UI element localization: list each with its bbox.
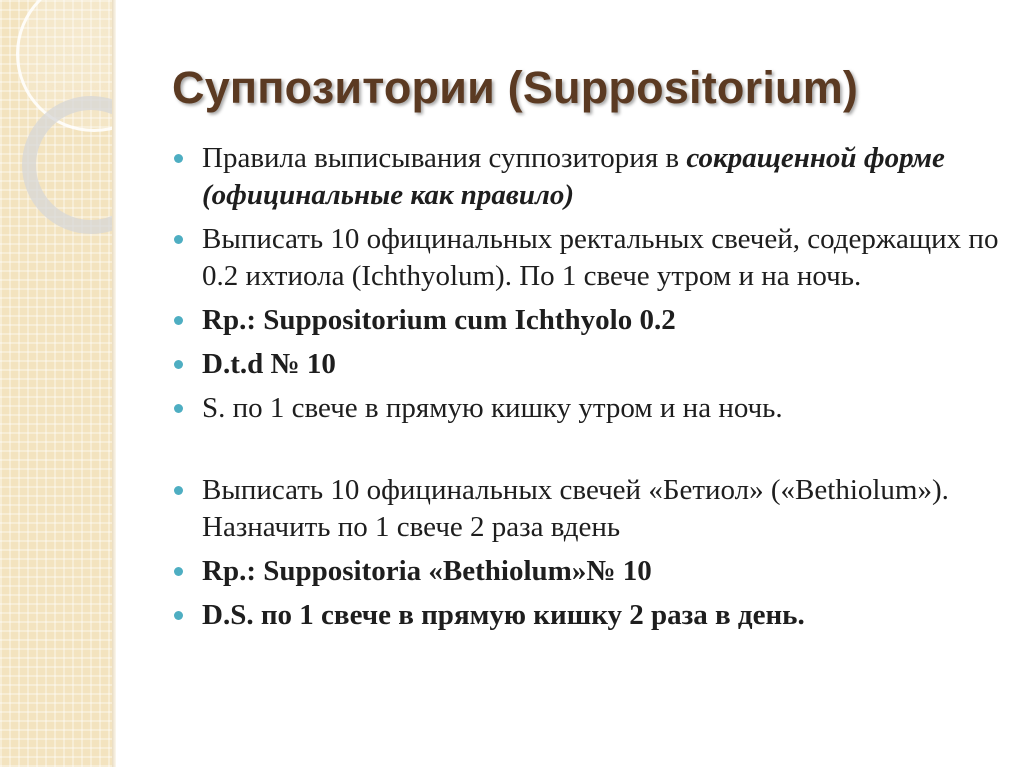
list-item-text: S. по 1 свече в прямую кишку утром и на ночь. xyxy=(202,392,783,424)
list-item-emphasis: сокращенной форме (официнальные как правило) xyxy=(202,142,945,211)
bullet-icon xyxy=(174,316,183,325)
bullet-icon xyxy=(174,486,183,495)
bullet-icon xyxy=(174,611,183,620)
list-item-text: Rp.: Suppositoria «Bethiolum»№ 10 xyxy=(202,555,652,587)
decorative-sidebar xyxy=(0,0,112,767)
bullet-icon xyxy=(174,404,183,413)
list-item-text: Выписать 10 официнальных ректальных свечей, содержащих по 0.2 ихтиола (Ichthyolum). По 1 свече утром и на ночь. xyxy=(202,223,999,292)
slide-title: Суппозитории (Suppositorium) xyxy=(172,62,859,113)
list-item xyxy=(172,472,1002,546)
list-item-text: Rp.: Suppositorium cum Ichthyolo 0.2 xyxy=(202,304,676,336)
bullet-icon xyxy=(174,567,183,576)
spacer xyxy=(172,434,1002,472)
list-item xyxy=(172,390,1002,427)
list-item xyxy=(172,302,1002,339)
list-item xyxy=(172,553,1002,590)
list-item-text: Правила выписывания суппозитория в xyxy=(202,142,687,174)
bullet-icon xyxy=(174,235,183,244)
slide-content xyxy=(172,140,1002,641)
decorative-circle-ring xyxy=(22,96,112,234)
list-item xyxy=(172,140,1002,214)
list-item xyxy=(172,221,1002,295)
list-item-text: D.S. по 1 свече в прямую кишку 2 раза в день. xyxy=(202,599,805,631)
bullet-icon xyxy=(174,360,183,369)
list-item-text: D.t.d № 10 xyxy=(202,348,336,380)
sidebar-edge xyxy=(112,0,116,767)
list-item xyxy=(172,597,1002,634)
list-item xyxy=(172,346,1002,383)
list-item-text: Выписать 10 официнальных свечей «Бетиол» («Bethiolum»). Назначить по 1 свече 2 раза вдень xyxy=(202,474,949,543)
bullet-icon xyxy=(174,154,183,163)
